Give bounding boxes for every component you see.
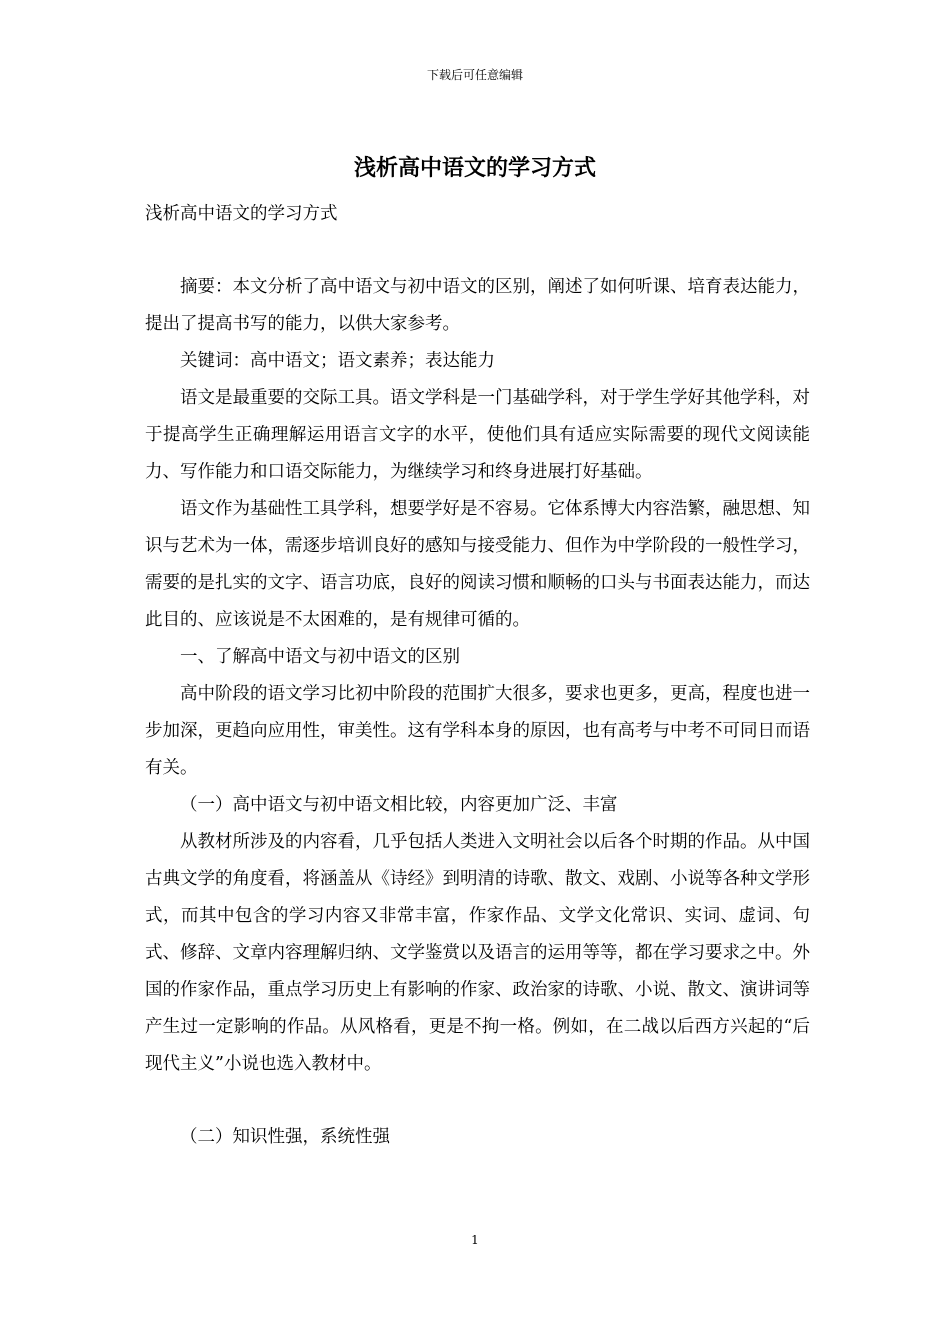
body-paragraph: 从教材所涉及的内容看，几乎包括人类进入文明社会以后各个时期的作品。从中国古典文学的角度看，将涵盖从《诗经》到明清的诗歌、散文、戏剧、小说等各种文学形式，而其中包含的学习内容又非常丰富，作家作品、文学文化常识、实词、虚词、句式、修辞、文章内容理解归纳、文学鉴赏以及语言的运用等等，都在学习要求之中。外国的作家作品，重点学习历史上有影响的作家、政治家的诗歌、小说、散文、演讲词等产生过一定影响的作品。从风格看，更是不拘一格。例如，在二战以后西方兴起的“后现代主义”小说也选入教材中。 xyxy=(145,832,810,1074)
document-subtitle: 浅析高中语文的学习方式 xyxy=(145,204,338,224)
body-paragraph: 高中阶段的语文学习比初中阶段的范围扩大很多，要求也更多，更高，程度也进一步加深，更趋向应用性，审美性。这有学科本身的原因，也有高考与中考不可同日而语有关。 xyxy=(145,684,810,778)
body-paragraph: 语文作为基础性工具学科，想要学好是不容易。它体系博大内容浩繁，融思想、知识与艺术为一体，需逐步培训良好的感知与接受能力、但作为中学阶段的一般性学习，需要的是扎实的文字、语言功底，良好的阅读习惯和顺畅的口头与书面表达能力，而达此目的、应该说是不太困难的，是有规律可循的。 xyxy=(145,499,810,630)
subsection-heading: （二）知识性强，系统性强 xyxy=(180,1127,390,1147)
page-number: 1 xyxy=(471,1233,479,1247)
document-body xyxy=(145,269,810,1156)
document-title: 浅析高中语文的学习方式 xyxy=(353,155,596,181)
abstract-paragraph: 摘要：本文分析了高中语文与初中语文的区别，阐述了如何听课、培育表达能力，提出了提高书写的能力，以供大家参考。 xyxy=(145,277,810,334)
subsection-heading: （一）高中语文与初中语文相比较，内容更加广泛、丰富 xyxy=(180,795,618,815)
section-heading: 一、了解高中语文与初中语文的区别 xyxy=(180,647,460,667)
header-note: 下载后可任意编辑 xyxy=(426,68,523,82)
body-paragraph: 语文是最重要的交际工具。语文学科是一门基础学科，对于学生学好其他学科，对于提高学生正确理解运用语言文字的水平，使他们具有适应实际需要的现代文阅读能力、写作能力和口语交际能力，为继续学习和终身进展打好基础。 xyxy=(145,388,810,482)
keywords-paragraph: 关键词：高中语文；语文素养；表达能力 xyxy=(180,351,495,371)
